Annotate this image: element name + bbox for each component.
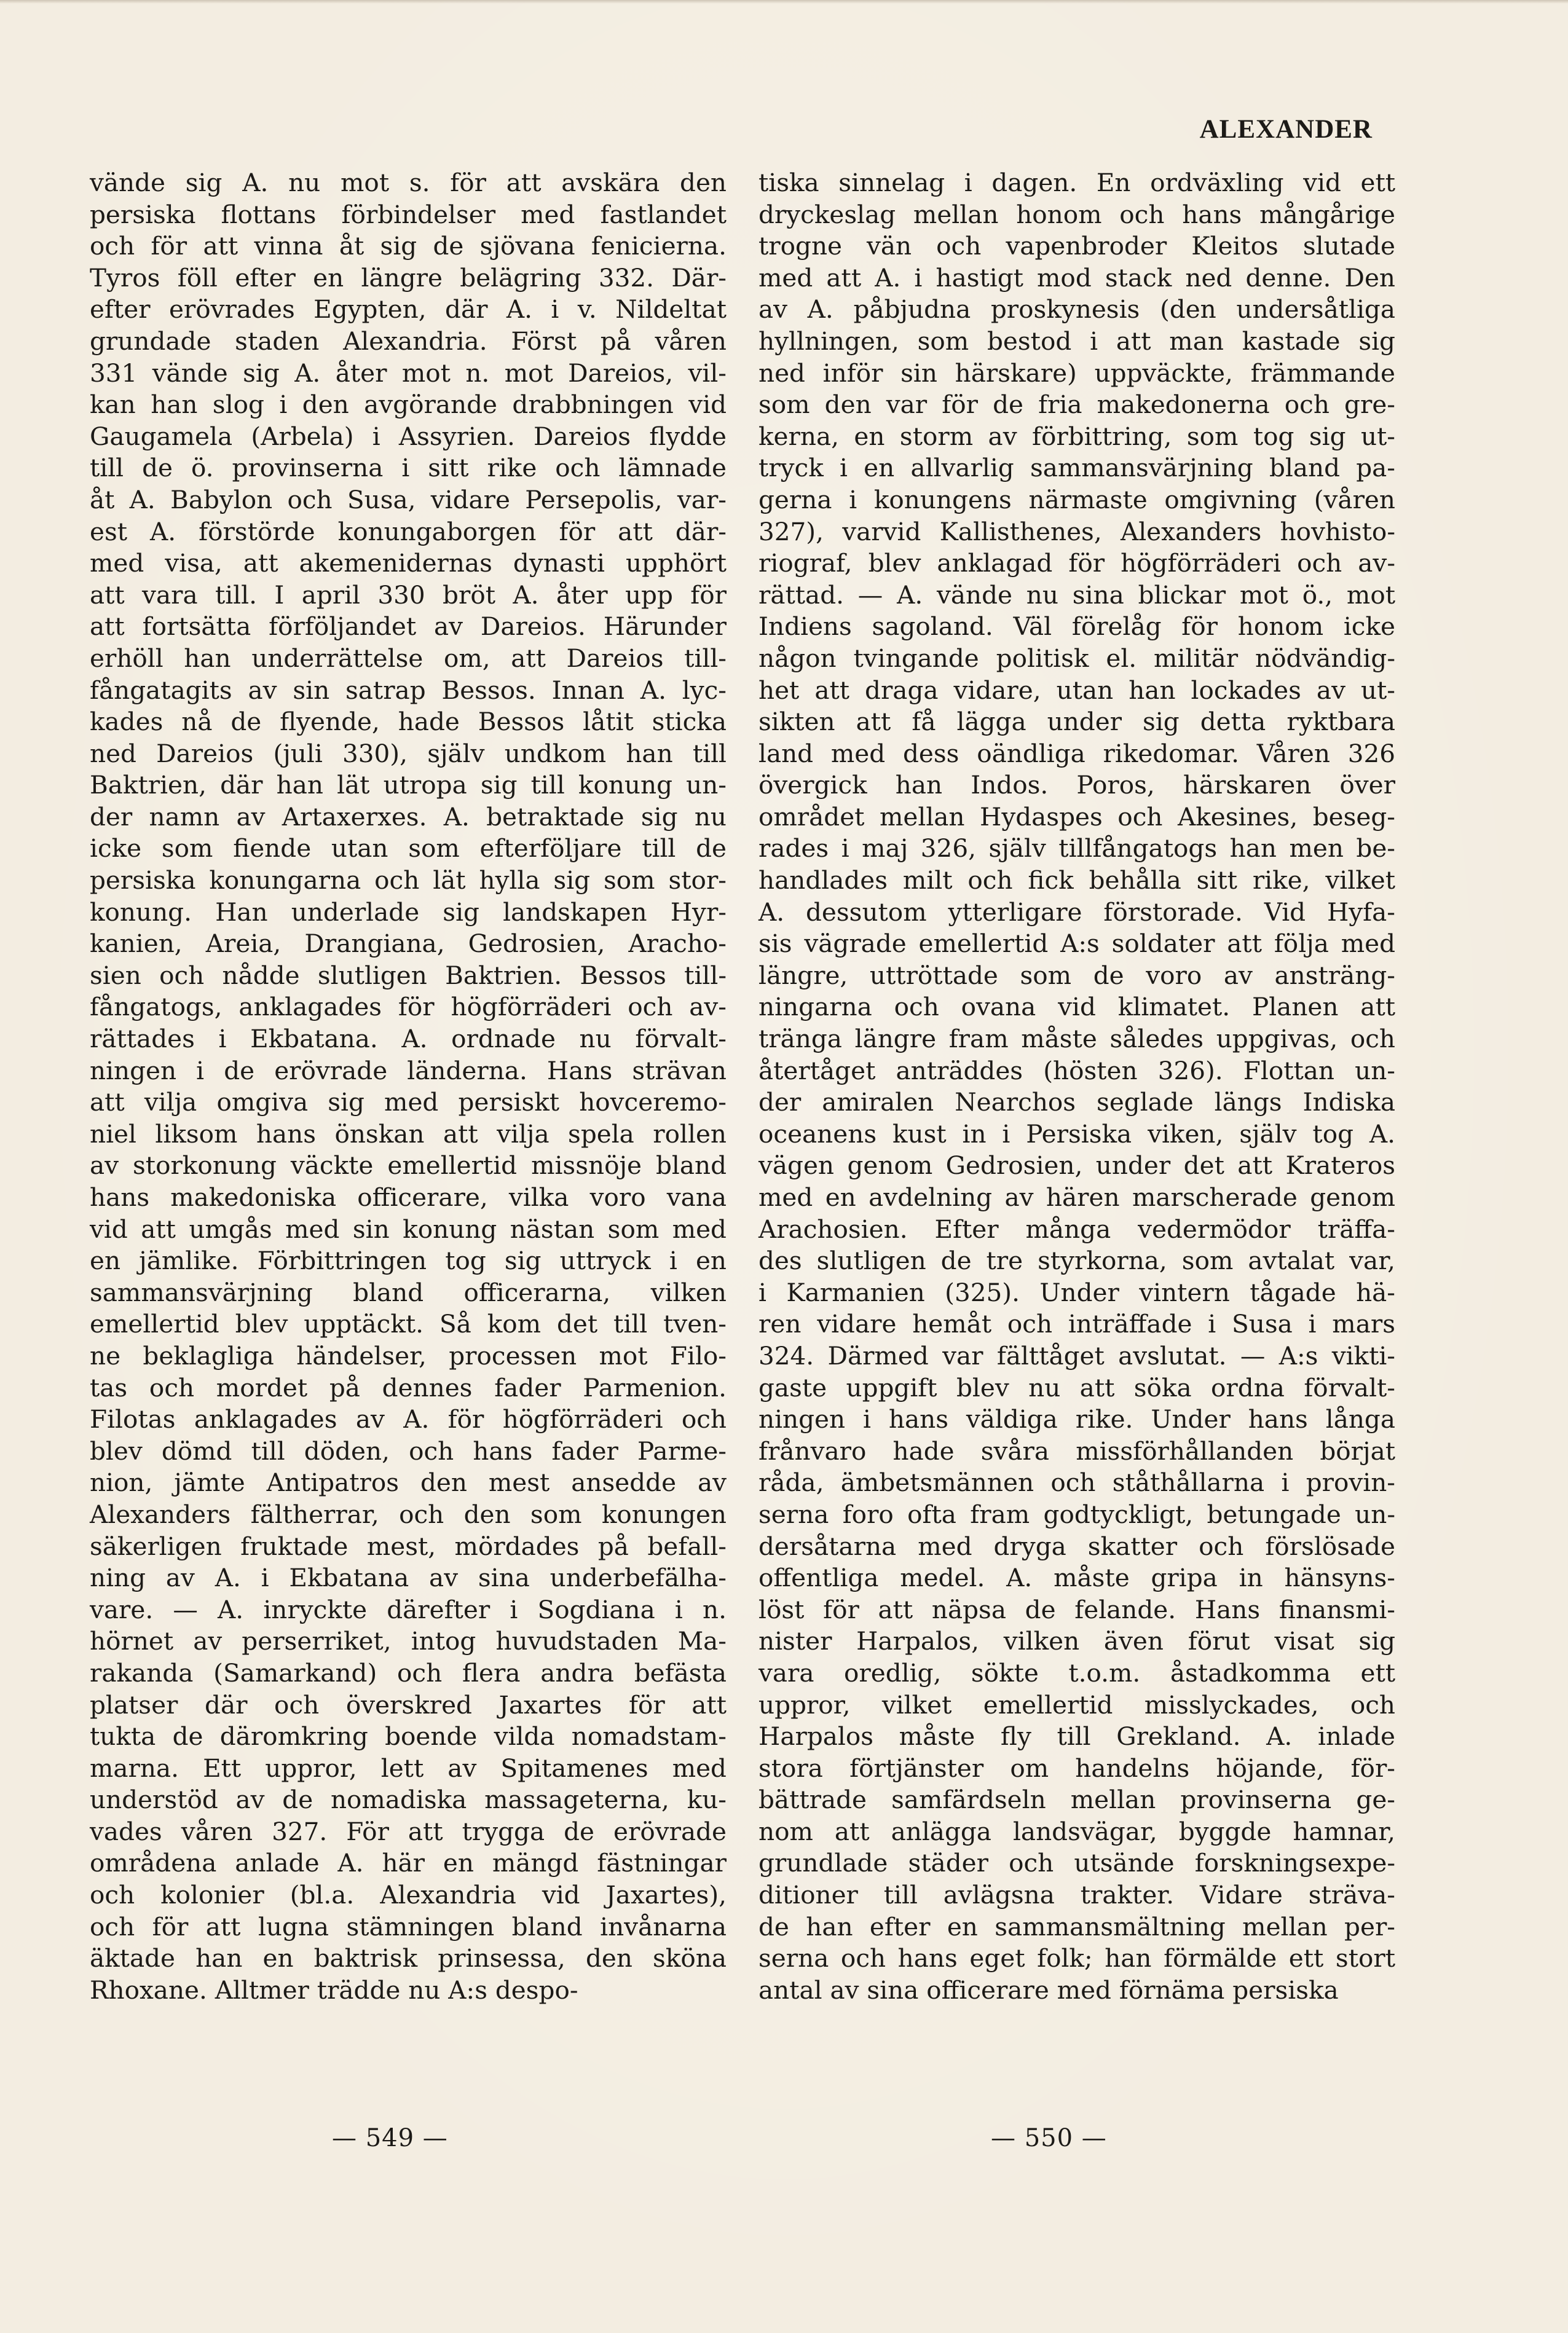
text-line: sikten att få lägga under sig detta ryktbara (758, 707, 1395, 737)
text-line: återtåget anträddes (hösten 326). Flottan un- (758, 1055, 1395, 1085)
text-line: ned inför sin härskare) uppväckte, främmande (758, 358, 1395, 388)
text-line: med visa, att akemenidernas dynasti upphört (90, 548, 727, 578)
text-line: vare. — A. inryckte därefter i Sogdiana i n. (90, 1594, 727, 1624)
text-line: en jämlike. Förbittringen tog sig uttryck i en (90, 1246, 727, 1276)
text-line: understöd av de nomadiska massageterna, ku- (90, 1785, 727, 1815)
text-line: av storkonung väckte emellertid missnöje bland (90, 1151, 727, 1181)
text-line: rättad. — A. vände nu sina blickar mot ö., mot (758, 580, 1395, 610)
text-line: nister Harpalos, vilken även förut visat sig (758, 1626, 1395, 1656)
text-line: som den var för de fria makedonerna och gre- (758, 390, 1395, 420)
text-line: att fortsätta förföljandet av Dareios. Härunder (90, 612, 727, 642)
text-line: åt A. Babylon och Susa, vidare Persepolis, var- (90, 484, 727, 514)
text-line: Alexanders fältherrar, och den som konungen (90, 1499, 727, 1529)
text-line: antal av sina officerare med förnäma persiska (758, 1975, 1339, 2005)
text-line: vid att umgås med sin konung nästan som med (90, 1214, 727, 1244)
text-line: råda, ämbetsmännen och ståthållarna i provin- (758, 1468, 1395, 1498)
text-line: serna och hans eget folk; han förmälde ett stort (758, 1943, 1395, 1973)
text-line: est A. förstörde konungaborgen för att där- (90, 516, 727, 546)
text-line: blev dömd till döden, och hans fader Parme- (90, 1436, 727, 1466)
text-line: persiska konungarna och lät hylla sig som stor- (90, 865, 727, 895)
text-line: gerna i konungens närmaste omgivning (våren (758, 484, 1395, 514)
text-line: och för att vinna åt sig de sjövana fenicierna. (90, 231, 727, 261)
text-line: Harpalos måste fly till Grekland. A. inlade (758, 1721, 1395, 1752)
text-line: ning av A. i Ekbatana av sina underbefälha- (90, 1563, 727, 1593)
text-line: att vilja omgiva sig med persiskt hovceremo- (90, 1087, 727, 1117)
text-line: kan han slog i den avgörande drabbningen vid (90, 390, 727, 420)
text-line: efter erövrades Egypten, där A. i v. Nildeltat (90, 294, 727, 325)
text-line: och kolonier (bl.a. Alexandria vid Jaxartes), (90, 1880, 727, 1910)
text-line: löst för att näpsa de felande. Hans finansmi- (758, 1594, 1395, 1624)
text-line: ne beklagliga händelser, processen mot Filo- (90, 1340, 727, 1371)
text-line: erhöll han underrättelse om, att Dareios till- (90, 643, 727, 673)
text-line: offentliga medel. A. måste gripa in hänsyns- (758, 1563, 1395, 1593)
text-line: de han efter en sammansmältning mellan per- (758, 1911, 1395, 1942)
text-line: äktade han en baktrisk prinsessa, den sköna (90, 1943, 727, 1973)
text-line: Filotas anklagades av A. för högförräderi och (90, 1404, 727, 1434)
text-line: vände sig A. nu mot s. för att avskära den (90, 168, 727, 197)
text-line: Indiens sagoland. Väl förelåg för honom icke (758, 612, 1395, 642)
text-line: vades våren 327. För att trygga de erövrade (90, 1816, 727, 1846)
text-line: ningarna och ovana vid klimatet. Planen att (758, 992, 1395, 1022)
text-line: vara oredlig, sökte t.o.m. åstadkomma ett (758, 1658, 1395, 1688)
text-line: trogne vän och vapenbroder Kleitos slutade (758, 231, 1395, 261)
text-line: dersåtarna med dryga skatter och förslösade (758, 1531, 1395, 1561)
text-line: der namn av Artaxerxes. A. betraktade sig nu (90, 801, 727, 832)
text-line: och för att lugna stämningen bland invånarna (90, 1911, 727, 1942)
text-line: till de ö. provinserna i sitt rike och lämnade (90, 453, 727, 483)
text-line: 324. Därmed var fälttåget avslutat. — A:s vikti- (758, 1340, 1395, 1371)
text-line: stora förtjänster om handelns höjande, för- (758, 1753, 1395, 1783)
text-line: tiska sinnelag i dagen. En ordväxling vid ett (758, 168, 1395, 197)
text-line: icke som fiende utan som efterföljare till de (90, 833, 727, 864)
text-line: med att A. i hastigt mod stack ned denne. Den (758, 262, 1395, 293)
text-line: des slutligen de tre styrkorna, som avtalat var, (758, 1246, 1395, 1276)
text-line: Rhoxane. Alltmer trädde nu A:s despo- (90, 1975, 578, 2005)
text-line: frånvaro hade svåra missförhållanden börjat (758, 1436, 1395, 1466)
left-page-number: — 549 — (332, 2124, 448, 2152)
text-line: med en avdelning av hären marscherade genom (758, 1182, 1395, 1212)
text-line: tas och mordet på dennes fader Parmenion. (90, 1372, 727, 1403)
text-line: i Karmanien (325). Under vintern tågade hä- (758, 1277, 1395, 1307)
text-line: av A. påbjudna proskynesis (den undersåtliga (758, 294, 1395, 325)
text-line: marna. Ett uppror, lett av Spitamenes med (90, 1753, 727, 1783)
text-line: uppror, vilket emellertid misslyckades, och (758, 1690, 1395, 1720)
text-line: hyllningen, som bestod i att man kastade sig (758, 326, 1395, 356)
text-line: konung. Han underlade sig landskapen Hyr- (90, 897, 727, 927)
text-line: hörnet av perserriket, intog huvudstaden Ma- (90, 1626, 727, 1656)
text-line: nom att anlägga landsvägar, byggde hamnar, (758, 1816, 1395, 1846)
text-line: nion, jämte Antipatros den mest ansedde av (90, 1468, 727, 1498)
text-line: ren vidare hemåt och inträffade i Susa i mars (758, 1309, 1395, 1339)
right-column (758, 167, 1395, 2006)
text-line: ditioner till avlägsna trakter. Vidare sträva- (758, 1880, 1395, 1910)
text-line: grundlade städer och utsände forskningsexpe- (758, 1848, 1395, 1878)
text-line: övergick han Indos. Poros, härskaren över (758, 770, 1395, 800)
text-line: området mellan Hydaspes och Akesines, beseg- (758, 801, 1395, 832)
text-line: platser där och överskred Jaxartes för att (90, 1690, 727, 1720)
text-line: ned Dareios (juli 330), själv undkom han till (90, 738, 727, 768)
text-line: fångatagits av sin satrap Bessos. Innan A. lyc- (90, 675, 727, 705)
text-line: områdena anlade A. här en mängd fästningar (90, 1848, 727, 1878)
text-line: serna foro ofta fram godtyckligt, betungade un- (758, 1499, 1395, 1529)
text-line: bättrade samfärdseln mellan provinserna ge- (758, 1785, 1395, 1815)
text-line: grundade staden Alexandria. Först på våren (90, 326, 727, 356)
text-line: tryck i en allvarlig sammansvärjning bland pa- (758, 453, 1395, 483)
text-line: riograf, blev anklagad för högförräderi och av- (758, 548, 1395, 578)
text-line: der amiralen Nearchos seglade längs Indiska (758, 1087, 1395, 1117)
text-line: kerna, en storm av förbittring, som tog sig ut- (758, 421, 1395, 451)
text-line: Baktrien, där han lät utropa sig till konung un- (90, 770, 727, 800)
text-line: kades nå de flyende, hade Bessos låtit sticka (90, 707, 727, 737)
text-line: gaste uppgift blev nu att söka ordna förvalt- (758, 1372, 1395, 1403)
text-line: vägen genom Gedrosien, under det att Krateros (758, 1151, 1395, 1181)
text-line: sis vägrade emellertid A:s soldater att följa med (758, 929, 1395, 959)
text-line: tränga längre fram måste således uppgivas, och (758, 1024, 1395, 1054)
text-line: Gaugamela (Arbela) i Assyrien. Dareios flydde (90, 421, 727, 451)
text-line: att vara till. I april 330 bröt A. åter upp för (90, 580, 727, 610)
text-line: dryckeslag mellan honom och hans mångårige (758, 199, 1395, 229)
text-line: säkerligen fruktade mest, mördades på befall- (90, 1531, 727, 1561)
text-line: någon tvingande politisk el. militär nödvändig- (758, 643, 1395, 673)
text-line: handlades milt och fick behålla sitt rike, vilket (758, 865, 1395, 895)
top-edge-rule (0, 0, 1568, 4)
left-column (90, 167, 727, 2006)
text-line: 327), varvid Kallisthenes, Alexanders hovhisto- (758, 516, 1395, 546)
running-head: ALEXANDER (1199, 115, 1373, 144)
text-line: hans makedoniska officerare, vilka voro vana (90, 1182, 727, 1212)
text-line: A. dessutom ytterligare förstorade. Vid Hyfa- (758, 897, 1395, 927)
text-line: 331 vände sig A. åter mot n. mot Dareios, vil- (90, 358, 727, 388)
text-line: kanien, Areia, Drangiana, Gedrosien, Aracho- (90, 929, 727, 959)
text-line: ningen i de erövrade länderna. Hans strävan (90, 1055, 727, 1085)
text-line: rättades i Ekbatana. A. ordnade nu förvalt- (90, 1024, 727, 1054)
text-line: niel liksom hans önskan att vilja spela rollen (90, 1119, 727, 1149)
text-line: oceanens kust in i Persiska viken, själv tog A. (758, 1119, 1395, 1149)
text-line: rades i maj 326, själv tillfångatogs han men be- (758, 833, 1395, 864)
right-page-number: — 550 — (991, 2124, 1107, 2152)
text-line: het att draga vidare, utan han lockades av ut- (758, 675, 1395, 705)
text-line: ningen i hans väldiga rike. Under hans långa (758, 1404, 1395, 1434)
text-line: Arachosien. Efter många vedermödor träffa- (758, 1214, 1395, 1244)
text-line: persiska flottans förbindelser med fastlandet (90, 199, 727, 229)
text-line: fångatogs, anklagades för högförräderi och av- (90, 992, 727, 1022)
text-line: tukta de däromkring boende vilda nomadstam- (90, 1721, 727, 1752)
text-line: Tyros föll efter en längre belägring 332. Där- (90, 262, 727, 293)
text-line: längre, uttröttade som de voro av ansträng- (758, 960, 1395, 990)
text-line: land med dess oändliga rikedomar. Våren 326 (758, 738, 1395, 768)
text-line: emellertid blev upptäckt. Så kom det till tven- (90, 1309, 727, 1339)
text-line: sammansvärjning bland officerarna, vilken (90, 1277, 727, 1307)
text-line: rakanda (Samarkand) och flera andra befästa (90, 1658, 727, 1688)
text-line: sien och nådde slutligen Baktrien. Bessos till- (90, 960, 727, 990)
